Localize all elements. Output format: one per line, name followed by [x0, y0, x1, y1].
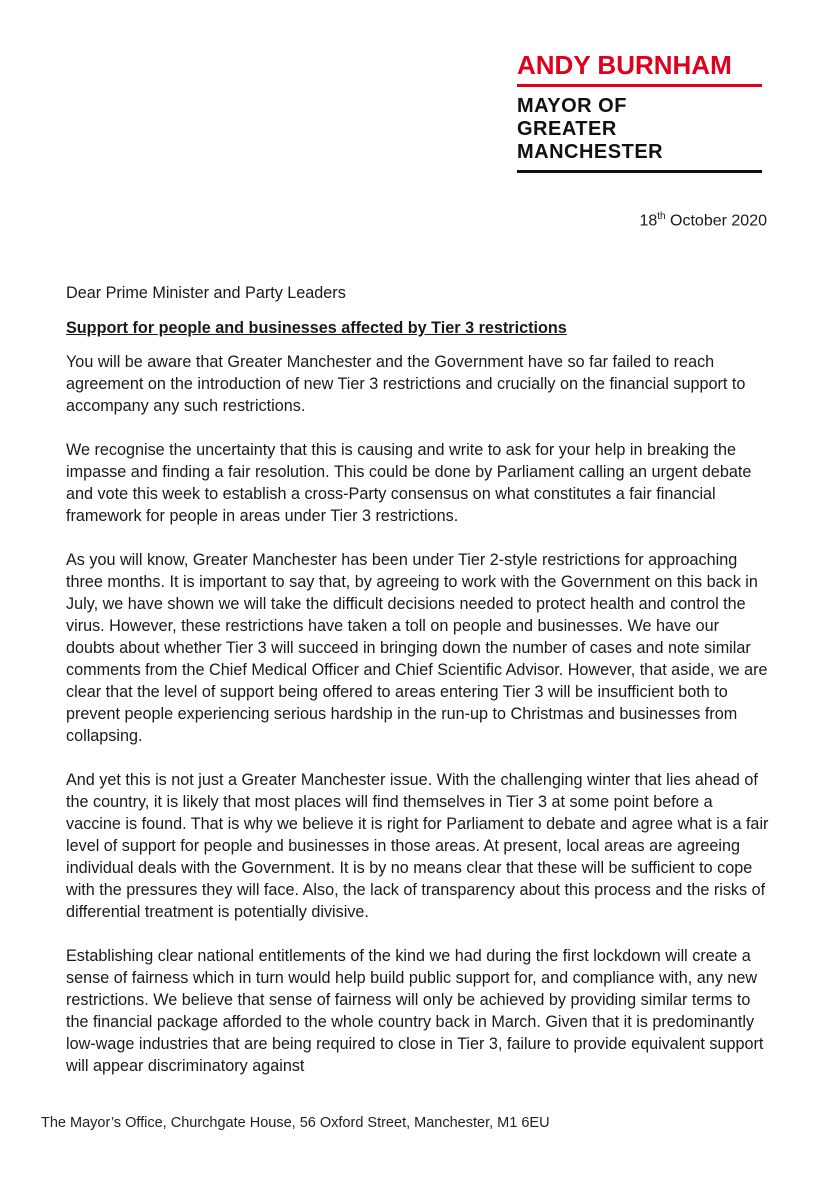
footer-address: The Mayor’s Office, Churchgate House, 56 Oxford Street, Manchester, M1 6EU	[41, 1115, 550, 1131]
paragraph-4: And yet this is not just a Greater Manchester issue. With the challenging winter that lies ahead of the country, it is likely that most places will find themselves in Tier 3 at some point before a vaccine is found. That is why we believe it is right for Parliament to debate and agree what is a fair level of support for people and businesses in those areas. At present, local areas are agreeing individual deals with the Government. It is by no means clear that these will be sufficient to cope with the pressures they will face. Also, the lack of transparency about this process and the risks of differential treatment is potentially divisive.	[66, 771, 769, 921]
mayor-logo	[517, 50, 767, 173]
date-day: 18	[639, 212, 658, 230]
paragraph-2: We recognise the uncertainty that this is causing and write to ask for your help in breaking the impasse and finding a fair resolution. This could be done by Parliament calling an urgent debate and vote this week to establish a cross-Party consensus on what constitutes a fair financial framework for people in areas under Tier 3 restrictions.	[66, 441, 752, 525]
letter-subject: Support for people and businesses affected by Tier 3 restrictions	[66, 319, 567, 337]
paragraph-1: You will be aware that Greater Manchester and the Government have so far failed to reach agreement on the introduction of new Tier 3 restrictions and crucially on the financial support to accompany any such restrictions.	[66, 353, 746, 415]
paragraph-3: As you will know, Greater Manchester has been under Tier 2-style restrictions for approaching three months. It is important to say that, by agreeing to work with the Government on this back in July, we have shown we will take the difficult decisions needed to protect health and control the virus. However, these restrictions have taken a toll on people and businesses. We have our doubts about whether Tier 3 will succeed in bringing down the number of cases and note similar comments from the Chief Medical Officer and Chief Scientific Advisor. However, that aside, we are clear that the level of support being offered to areas entering Tier 3 will be insufficient both to prevent people experiencing serious hardship in the run-up to Christmas and businesses from collapsing.	[66, 551, 768, 745]
paragraph-5: Establishing clear national entitlements of the kind we had during the first lockdown will create a sense of fairness which in turn would help build public support for, and compliance with, any new restrictions. We believe that sense of fairness will only be achieved by providing similar terms to the financial package afforded to the whole country back in March. Given that it is predominantly low-wage industries that are being required to close in Tier 3, failure to provide equivalent support will appear discriminatory against	[66, 947, 764, 1075]
logo-title-line-1: MAYOR OF	[517, 95, 627, 117]
date-suffix: th	[657, 211, 666, 222]
logo-title-line-3: MANCHESTER	[517, 141, 664, 163]
logo-red-rule	[517, 84, 762, 87]
salutation: Dear Prime Minister and Party Leaders	[66, 284, 346, 302]
letter-body	[66, 282, 770, 1099]
logo-title-line-2: GREATER	[517, 118, 617, 140]
logo-name: ANDY BURNHAM	[517, 50, 732, 80]
logo-black-rule	[517, 170, 762, 173]
logo-title	[517, 95, 767, 164]
date-month-year: October 2020	[665, 212, 767, 230]
letter-date	[639, 211, 767, 230]
